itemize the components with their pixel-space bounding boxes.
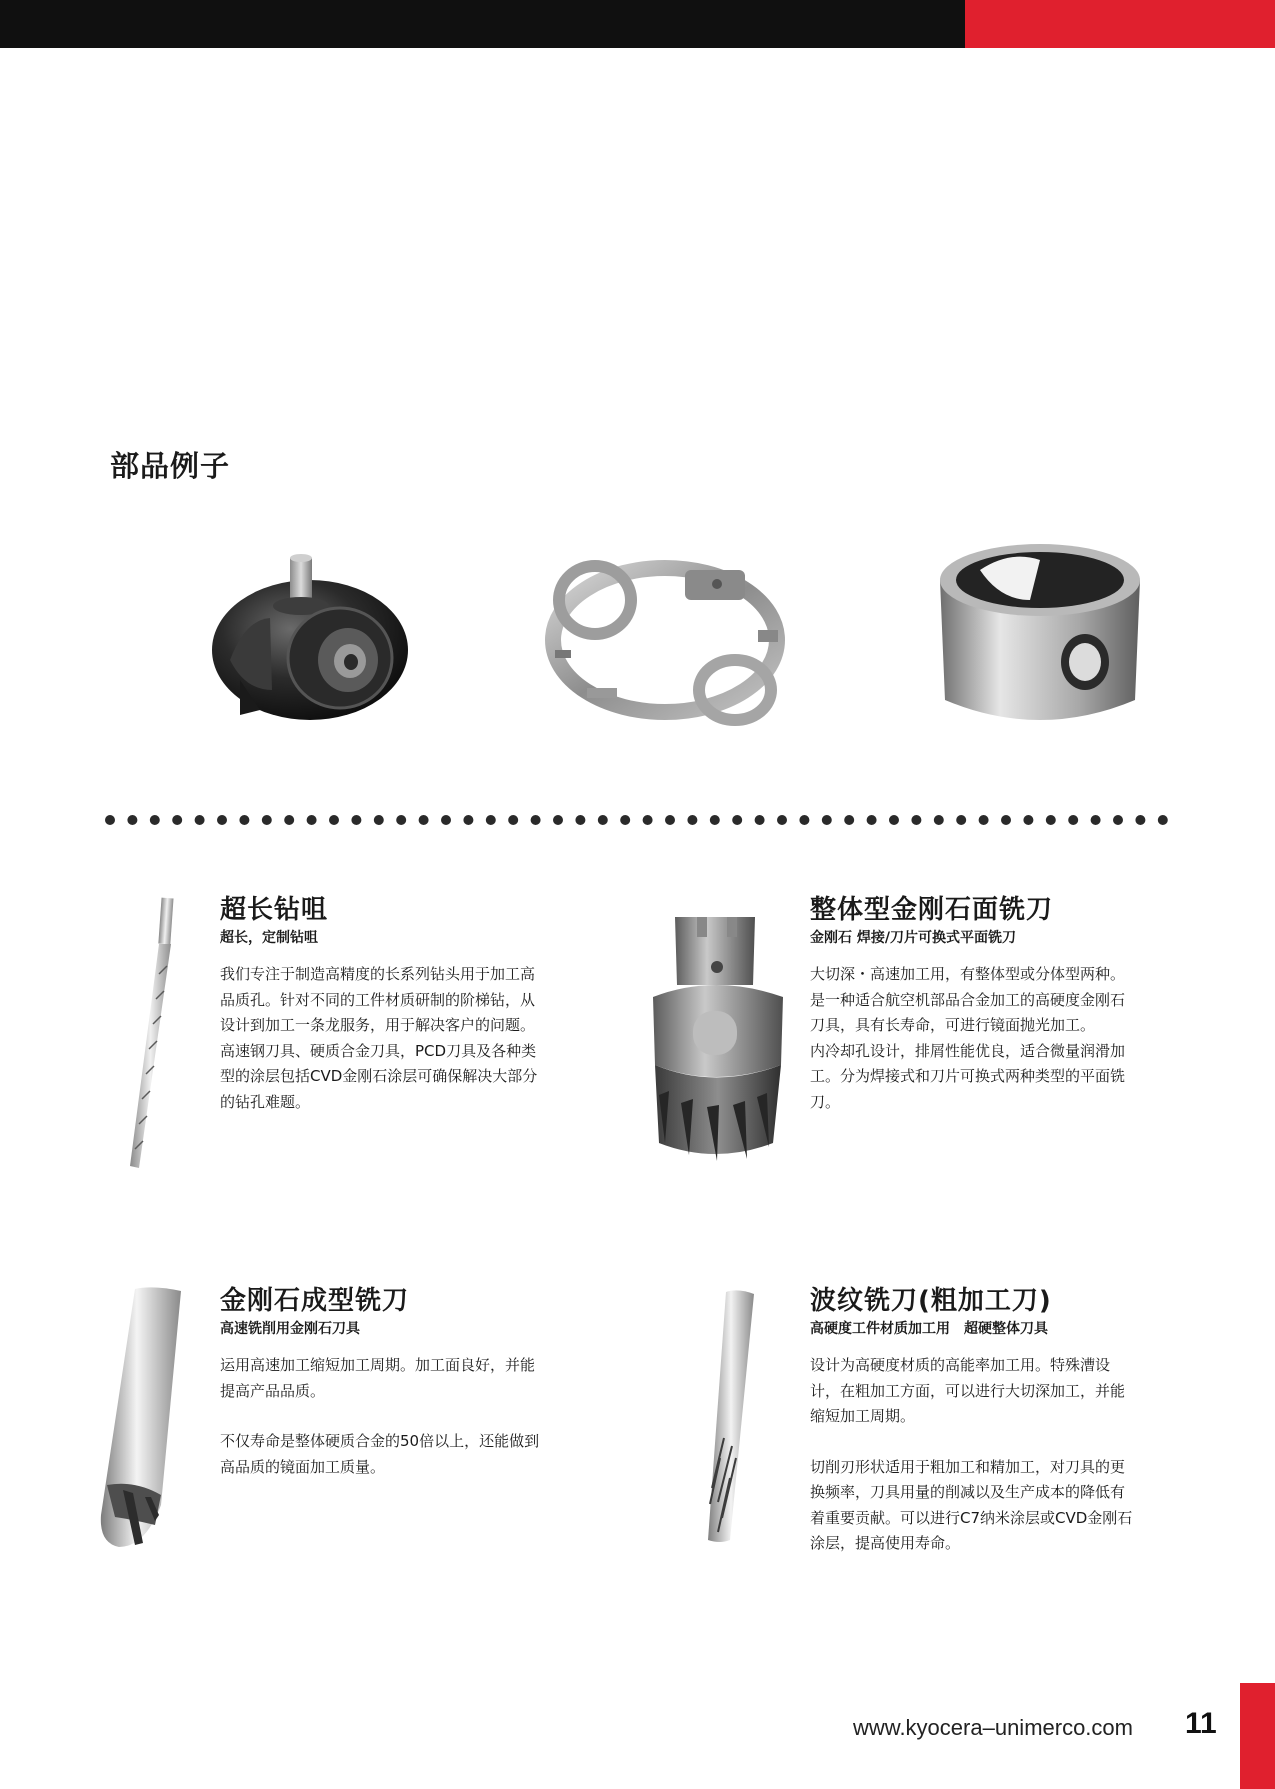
description-line: 计，在粗加工方面，可以进行大切深加工，并能 — [810, 1381, 1126, 1400]
divider-dot — [1023, 815, 1033, 825]
product-face-mill — [810, 893, 1190, 1115]
product-subtitle: 高速铣削用金刚石刀具 — [220, 1321, 360, 1337]
description-line: 大切深・高速加工用，有整体型或分体型两种。 — [810, 965, 1126, 983]
divider-dot — [284, 815, 294, 825]
product-roughing-mill — [810, 1284, 1190, 1557]
description-line: 设计为高硬度材质的高能率加工用。特殊漕设 — [810, 1356, 1111, 1374]
divider-dot — [575, 815, 585, 825]
product-subtitle: 金刚石 焊接/刀片可换式平面铣刀 — [810, 930, 1016, 946]
divider-dot — [1001, 815, 1011, 825]
product-description — [810, 962, 1190, 1115]
website-url[interactable]: www.kyocera–unimerco.com — [853, 1715, 1133, 1740]
divider-dot — [1091, 815, 1101, 825]
product-description — [220, 962, 590, 1115]
description-line: 刀。 — [810, 1092, 841, 1111]
divider-dot — [105, 815, 115, 825]
face-mill-photo — [635, 915, 795, 1170]
description-line: 提高产品品质。 — [220, 1381, 326, 1400]
divider-dot — [1135, 815, 1145, 825]
top-bar-black — [0, 0, 965, 48]
divider-dot — [710, 815, 720, 825]
dotted-divider — [104, 812, 1170, 828]
divider-dot — [911, 815, 921, 825]
roughing-end-mill-photo — [690, 1288, 760, 1548]
description-line: 品质孔。针对不同的工件材质研制的阶梯钻，从 — [220, 990, 536, 1009]
divider-dot — [1113, 815, 1123, 825]
description-line: 缩短加工周期。 — [810, 1407, 916, 1425]
page-corner-tab — [1240, 1683, 1275, 1789]
description-line: 着重要贡献。可以进行C7纳米涂层或CVD金刚石 — [810, 1508, 1133, 1527]
divider-dot — [732, 815, 742, 825]
divider-dot — [553, 815, 563, 825]
description-line: 涂层，提高使用寿命。 — [810, 1534, 961, 1552]
divider-dot — [1046, 815, 1056, 825]
description-line: 型的涂层包括CVD金刚石涂层可确保解决大部分 — [220, 1067, 538, 1085]
divider-dot — [979, 815, 989, 825]
divider-dot — [867, 815, 877, 825]
divider-dot — [799, 815, 809, 825]
divider-dot — [307, 815, 317, 825]
product-title: 波纹铣刀(粗加工刀) — [810, 1286, 1052, 1316]
description-line: 高速钢刀具、硬质合金刀具，PCD刀具及各种类 — [220, 1041, 537, 1060]
divider-dot — [934, 815, 944, 825]
divider-dot — [1158, 815, 1168, 825]
divider-dot — [195, 815, 205, 825]
divider-dot — [777, 815, 787, 825]
divider-dot — [329, 815, 339, 825]
section-title: 部品例子 — [110, 449, 231, 483]
product-description — [220, 1353, 590, 1480]
divider-dot — [374, 815, 384, 825]
cylinder-housing-part-photo — [930, 540, 1150, 735]
divider-dot — [822, 815, 832, 825]
divider-dot — [687, 815, 697, 825]
divider-dot — [150, 815, 160, 825]
divider-dot — [598, 815, 608, 825]
product-title: 超长钻咀 — [220, 895, 329, 925]
divider-dot — [172, 815, 182, 825]
divider-dot — [262, 815, 272, 825]
description-line: 刀具，具有长寿命，可进行镜面抛光加工。 — [810, 1016, 1096, 1034]
divider-dot — [1068, 815, 1078, 825]
description-line: 是一种适合航空机部品合金加工的高硬度金刚石 — [810, 990, 1126, 1009]
description-line: 高品质的镜面加工质量。 — [220, 1457, 386, 1476]
divider-dot — [463, 815, 473, 825]
divider-dot — [508, 815, 518, 825]
divider-dot — [889, 815, 899, 825]
divider-dot — [755, 815, 765, 825]
ring-bracket-part-photo — [535, 540, 795, 735]
description-line: 的钻孔难题。 — [220, 1092, 311, 1111]
divider-dot — [441, 815, 451, 825]
page-number: 11 — [1185, 1707, 1217, 1740]
product-title: 整体型金刚石面铣刀 — [810, 895, 1054, 925]
divider-dot — [396, 815, 406, 825]
divider-dot — [531, 815, 541, 825]
divider-dot — [844, 815, 854, 825]
product-long-drill — [220, 893, 590, 1115]
ball-nose-end-mill-photo — [95, 1285, 195, 1555]
divider-dot — [351, 815, 361, 825]
divider-dot — [665, 815, 675, 825]
description-line: 切削刃形状适用于粗加工和精加工，对刀具的更 — [810, 1457, 1126, 1476]
valve-body-part-photo — [200, 540, 420, 725]
divider-dot — [956, 815, 966, 825]
divider-dot — [239, 815, 249, 825]
divider-dot — [127, 815, 137, 825]
divider-dot — [217, 815, 227, 825]
description-line: 我们专注于制造高精度的长系列钻头用于加工高 — [220, 965, 536, 983]
description-line: 换频率，刀具用量的削减以及生产成本的降低有 — [810, 1483, 1126, 1501]
divider-dot — [486, 815, 496, 825]
product-form-mill — [220, 1284, 590, 1480]
divider-dot — [643, 815, 653, 825]
divider-dot — [620, 815, 630, 825]
description-line: 设计到加工一条龙服务，用于解决客户的问题。 — [220, 1016, 536, 1034]
description-line: 运用高速加工缩短加工周期。加工面良好，并能 — [220, 1356, 536, 1374]
top-bar-red — [965, 0, 1275, 48]
divider-dot — [419, 815, 429, 825]
product-subtitle: 超长，定制钻咀 — [220, 930, 318, 946]
description-line: 不仅寿命是整体硬质合金的50倍以上，还能做到 — [220, 1432, 540, 1450]
long-drill-photo — [122, 896, 182, 1171]
product-description — [810, 1353, 1190, 1557]
description-line: 内冷却孔设计，排屑性能优良，适合微量润滑加 — [810, 1041, 1126, 1060]
product-subtitle: 高硬度工件材质加工用 超硬整体刀具 — [810, 1321, 1048, 1337]
description-line: 工。分为焊接式和刀片可换式两种类型的平面铣 — [810, 1067, 1126, 1085]
product-title: 金刚石成型铣刀 — [220, 1286, 410, 1316]
